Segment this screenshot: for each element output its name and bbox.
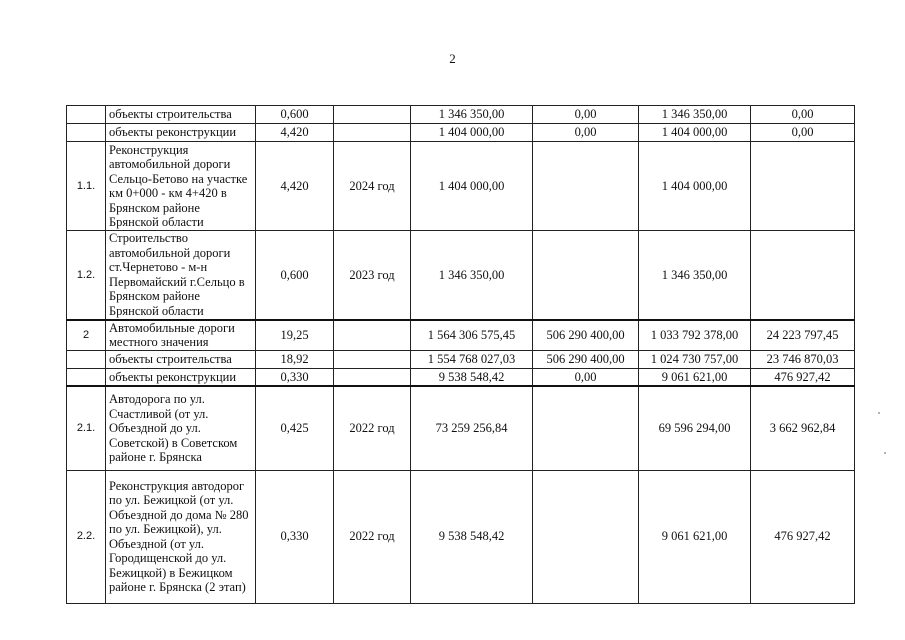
regional-cell: 1 404 000,00 — [639, 124, 751, 142]
object-name-cell: Реконструкция автомобильной дороги Сельцо-Бетово на участке км 0+000 - км 4+420 в Брянском районе Брянской области — [106, 142, 256, 231]
length-cell: 0,330 — [256, 368, 334, 386]
object-name-cell: Реконструкция автодорог по ул. Бежицкой (от ул. Объездной до дома № 280 по ул. Бежицкой), ул. Объездной (от ул. Городищенской до ул. Бежицкой) в Бежицком районе г. Брянска (2 этап) — [106, 470, 256, 603]
local-cell: 3 662 962,84 — [751, 386, 855, 470]
scan-speck — [884, 452, 886, 454]
length-cell: 0,425 — [256, 386, 334, 470]
federal-cell: 506 290 400,00 — [533, 320, 639, 351]
federal-cell — [533, 470, 639, 603]
page-number: 2 — [449, 51, 456, 66]
row-number-cell — [67, 350, 106, 368]
regional-cell: 1 346 350,00 — [639, 106, 751, 124]
object-name-cell: объекты строительства — [106, 106, 256, 124]
local-cell: 0,00 — [751, 124, 855, 142]
regional-cell: 1 033 792 378,00 — [639, 320, 751, 351]
total-cell: 1 404 000,00 — [411, 124, 533, 142]
table-row — [67, 106, 855, 124]
regional-cell: 9 061 621,00 — [639, 470, 751, 603]
object-name-cell: Автомобильные дороги местного значения — [106, 320, 256, 351]
year-cell: 2023 год — [334, 231, 411, 320]
scan-speck — [878, 412, 880, 414]
total-cell: 1 346 350,00 — [411, 106, 533, 124]
length-cell: 4,420 — [256, 142, 334, 231]
local-cell: 24 223 797,45 — [751, 320, 855, 351]
table-row — [67, 320, 855, 351]
row-number-cell: 1.2. — [67, 231, 106, 320]
year-cell — [334, 350, 411, 368]
regional-cell: 1 346 350,00 — [639, 231, 751, 320]
table-row — [67, 231, 855, 320]
row-number-cell: 1.1. — [67, 142, 106, 231]
table-row — [67, 386, 855, 470]
year-cell: 2024 год — [334, 142, 411, 231]
federal-cell — [533, 386, 639, 470]
local-cell: 23 746 870,03 — [751, 350, 855, 368]
total-cell: 1 346 350,00 — [411, 231, 533, 320]
year-cell: 2022 год — [334, 470, 411, 603]
road-objects-table — [66, 105, 855, 604]
table-row — [67, 470, 855, 603]
regional-cell: 69 596 294,00 — [639, 386, 751, 470]
federal-cell — [533, 231, 639, 320]
local-cell: 0,00 — [751, 106, 855, 124]
federal-cell: 0,00 — [533, 124, 639, 142]
table-row — [67, 124, 855, 142]
year-cell — [334, 368, 411, 386]
row-number-cell — [67, 368, 106, 386]
table-row — [67, 350, 855, 368]
object-name-cell: Автодорога по ул. Счастливой (от ул. Объездной до ул. Советской) в Советском районе г. Брянска — [106, 386, 256, 470]
federal-cell: 0,00 — [533, 106, 639, 124]
table-row — [67, 142, 855, 231]
regional-cell: 1 024 730 757,00 — [639, 350, 751, 368]
total-cell: 1 564 306 575,45 — [411, 320, 533, 351]
total-cell: 1 554 768 027,03 — [411, 350, 533, 368]
length-cell: 19,25 — [256, 320, 334, 351]
year-cell — [334, 124, 411, 142]
total-cell: 9 538 548,42 — [411, 368, 533, 386]
row-number-cell: 2.2. — [67, 470, 106, 603]
length-cell: 4,420 — [256, 124, 334, 142]
row-number-cell: 2.1. — [67, 386, 106, 470]
length-cell: 0,600 — [256, 231, 334, 320]
federal-cell: 0,00 — [533, 368, 639, 386]
length-cell: 0,330 — [256, 470, 334, 603]
local-cell — [751, 231, 855, 320]
year-cell: 2022 год — [334, 386, 411, 470]
total-cell: 73 259 256,84 — [411, 386, 533, 470]
length-cell: 0,600 — [256, 106, 334, 124]
row-number-cell: 2 — [67, 320, 106, 351]
table-row — [67, 368, 855, 386]
object-name-cell: объекты строительства — [106, 350, 256, 368]
row-number-cell — [67, 106, 106, 124]
local-cell: 476 927,42 — [751, 368, 855, 386]
regional-cell: 9 061 621,00 — [639, 368, 751, 386]
total-cell: 9 538 548,42 — [411, 470, 533, 603]
federal-cell: 506 290 400,00 — [533, 350, 639, 368]
object-name-cell: объекты реконструкции — [106, 124, 256, 142]
year-cell — [334, 320, 411, 351]
federal-cell — [533, 142, 639, 231]
regional-cell: 1 404 000,00 — [639, 142, 751, 231]
local-cell — [751, 142, 855, 231]
total-cell: 1 404 000,00 — [411, 142, 533, 231]
local-cell: 476 927,42 — [751, 470, 855, 603]
object-name-cell: Строительство автомобильной дороги ст.Чернетово - м-н Первомайский г.Сельцо в Брянском районе Брянской области — [106, 231, 256, 320]
object-name-cell: объекты реконструкции — [106, 368, 256, 386]
length-cell: 18,92 — [256, 350, 334, 368]
row-number-cell — [67, 124, 106, 142]
year-cell — [334, 106, 411, 124]
